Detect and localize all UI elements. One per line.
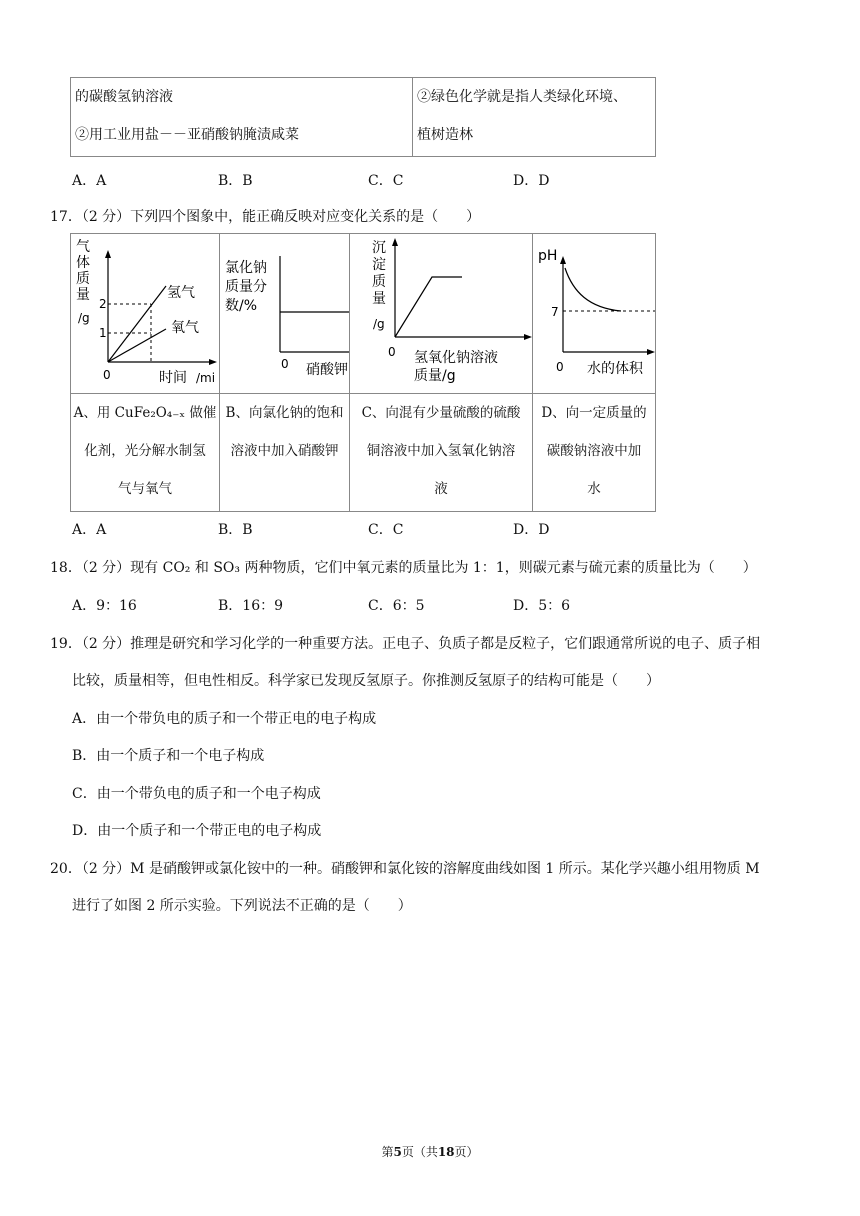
q17-stem: 17．（2 分）下列四个图象中，能正确反映对应变化关系的是（ ） [50, 209, 481, 225]
q16-cell-right-line-2: 植树造林 [417, 127, 473, 143]
q17-option-d: D．D [513, 522, 550, 538]
caption-d-line-1: D、向一定质量的 [541, 405, 647, 421]
graph-b-ylabel-3: 数/% [225, 298, 258, 314]
page-footer [0, 1143, 860, 1160]
graph-a-ylabel-3: 质 [76, 271, 90, 287]
graph-b-ylabel-1: 氯化钠 [225, 260, 267, 276]
graph-a-series-h2: 氢气 [167, 285, 195, 301]
q18-option-b: B．16：9 [218, 598, 284, 614]
q19-stem-line-2: 比较，质量相等，但电性相反。科学家已发现反氢原子。你推测反氢原子的结构可能是（ ） [72, 673, 660, 689]
graph-b-svg [220, 234, 349, 389]
q17-graph-c [350, 234, 533, 394]
footer-post: 页） [454, 1145, 479, 1159]
q16-table [70, 77, 656, 157]
caption-c-line-1: C、向混有少量硫酸的硫酸 [361, 405, 521, 421]
q17-option-b: B．B [218, 522, 253, 538]
q16-option-a: A．A [72, 173, 107, 189]
graph-d-ylabel: pH [538, 248, 558, 264]
caption-a-line-3: 气与氧气 [118, 481, 172, 497]
graph-a-ylabel-1: 气 [76, 239, 90, 255]
q17-graph-a [71, 234, 220, 394]
q17-option-c: C．C [368, 522, 404, 538]
caption-a-line-2: 化剂，光分解水制氢 [84, 443, 206, 459]
graph-a-tick-2: 2 [99, 297, 107, 311]
graph-c-xlabel-2: 质量/g [414, 368, 456, 384]
graph-b-xlabel: 硝酸钾 [306, 362, 348, 378]
caption-d-line-3: 水 [587, 481, 601, 497]
graph-a-xlabel: 时间 [159, 370, 187, 386]
q17-table [70, 233, 656, 512]
graph-c-origin: 0 [388, 345, 396, 359]
q20-stem-line-2: 进行了如图 2 所示实验。下列说法不正确的是（ ） [72, 898, 412, 914]
graph-d-origin: 0 [556, 360, 564, 374]
q17-caption-d [533, 394, 656, 512]
q16-option-d: D．D [513, 173, 550, 189]
graph-a-ylabel-4: 量 [76, 287, 90, 303]
footer-total-pages: 18 [437, 1145, 455, 1159]
q16-cell-right [413, 78, 656, 157]
footer-page-number: 5 [393, 1145, 402, 1159]
q16-cell-left-line-2: ②用工业用盐－－亚硝酸钠腌渍咸菜 [75, 127, 299, 143]
q17-option-a: A．A [72, 522, 107, 538]
graph-a-svg [71, 234, 219, 389]
graph-a-origin: 0 [103, 368, 111, 382]
caption-c-line-2: 铜溶液中加入氢氧化钠溶 [366, 443, 516, 459]
graph-c-yunit: /g [373, 317, 385, 331]
graph-c-ylabel-2: 淀 [372, 257, 386, 273]
q19-option-d: D．由一个质子和一个带正电的电子构成 [72, 823, 322, 839]
graph-a-yunit: /g [78, 311, 90, 325]
graph-a-xunit: /mi [196, 371, 216, 385]
graph-c-ylabel-3: 质 [372, 274, 386, 290]
q17-caption-c [350, 394, 533, 512]
graph-b-ylabel-2: 质量分 [225, 279, 267, 295]
footer-pre: 第 [381, 1145, 394, 1159]
caption-c-line-3: 液 [434, 481, 448, 497]
graph-a-tick-1: 1 [99, 326, 107, 340]
graph-d-tick-7: 7 [551, 305, 559, 319]
graph-a-series-o2: 氧气 [171, 320, 199, 336]
q16-cell-left [71, 78, 413, 157]
q19-option-b: B．由一个质子和一个电子构成 [72, 748, 265, 764]
q18-stem: 18．（2 分）现有 CO₂ 和 SO₃ 两种物质，它们中氧元素的质量比为 1：1，则碳元素与硫元素的质量比为（ ） [50, 560, 757, 576]
graph-c-svg [350, 234, 532, 389]
caption-b-line-2: 溶液中加入硝酸钾 [230, 443, 339, 459]
q17-caption-a [71, 394, 220, 512]
graph-a-ylabel-2: 体 [76, 255, 90, 271]
q16-option-b: B．B [218, 173, 253, 189]
q19-option-c: C．由一个带负电的质子和一个电子构成 [72, 786, 321, 802]
graph-c-ylabel-1: 沉 [372, 240, 386, 256]
graph-d-xlabel: 水的体积 [587, 361, 643, 377]
q20-stem-line-1: 20．（2 分）M 是硝酸钾或氯化铵中的一种。硝酸钾和氯化铵的溶解度曲线如图 1 所示。某化学兴趣小组用物质 M [50, 861, 760, 877]
caption-b-line-1: B、向氯化钠的饱和 [225, 405, 344, 421]
caption-a-line-1: A、用 CuFe₂O₄₋ₓ 做催 [73, 405, 217, 421]
q16-cell-left-line-1: 的碳酸氢钠溶液 [75, 89, 173, 105]
q18-option-d: D．5：6 [513, 598, 571, 614]
q16-cell-right-line-1: ②绿色化学就是指人类绿化环境、 [417, 89, 627, 105]
q19-option-a: A．由一个带负电的质子和一个带正电的电子构成 [72, 711, 377, 727]
q16-option-c: C．C [368, 173, 404, 189]
q18-option-c: C．6：5 [368, 598, 425, 614]
q18-option-a: A．9：16 [72, 598, 137, 614]
q17-graph-d [533, 234, 656, 394]
q17-caption-b [220, 394, 350, 512]
graph-b-origin: 0 [281, 357, 289, 371]
graph-d-svg [533, 234, 655, 389]
q17-graph-b [220, 234, 350, 394]
footer-mid: 页（共 [401, 1145, 438, 1159]
q19-stem-line-1: 19．（2 分）推理是研究和学习化学的一种重要方法。正电子、负质子都是反粒子，它们跟通常所说的电子、质子相 [50, 636, 761, 652]
caption-d-line-2: 碳酸钠溶液中加 [546, 443, 642, 459]
graph-c-ylabel-4: 量 [372, 291, 386, 307]
graph-c-xlabel-1: 氢氧化钠溶液 [414, 350, 498, 366]
